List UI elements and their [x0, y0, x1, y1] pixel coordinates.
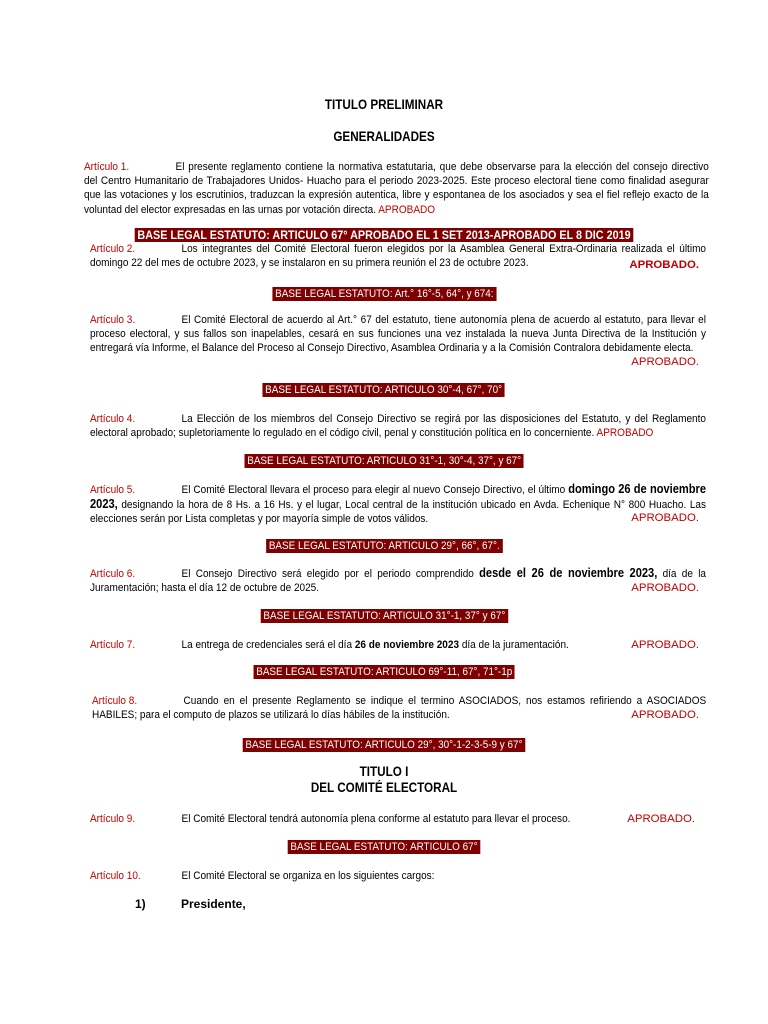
- article-label: Artículo 7.: [90, 639, 136, 651]
- article-label: Artículo 10.: [90, 870, 141, 882]
- article-label: Artículo 6.: [90, 568, 136, 580]
- article-8: [92, 694, 707, 722]
- base-legal-7: BASE LEGAL ESTATUTO: ARTICULO 69°-11, 67°, 71°-1p: [0, 665, 768, 680]
- article-4: [90, 412, 707, 440]
- approved-mark: APROBADO.: [631, 709, 699, 721]
- article-text: El Comité Electoral se organiza en los siguientes cargos:: [181, 870, 435, 882]
- article-label: Artículo 8.: [92, 695, 138, 707]
- article-3: [90, 313, 707, 368]
- article-label: Artículo 5.: [90, 484, 136, 496]
- article-label: Artículo 2.: [90, 243, 136, 255]
- article-label: Artículo 3.: [90, 314, 136, 326]
- heading-generalidades: GENERALIDADES: [333, 129, 435, 144]
- article-1: [84, 160, 709, 217]
- approved-mark: APROBADO.: [629, 259, 699, 271]
- base-legal-5: BASE LEGAL ESTATUTO: ARTICULO 29°, 66°, 67°.: [0, 539, 768, 554]
- base-legal-4: BASE LEGAL ESTATUTO: ARTICULO 31°-1, 30°-4, 37°, y 67°: [0, 454, 768, 469]
- article-7: Artículo 7. La entrega de credenciales será el día 26 de noviembre 2023 día de la juramentación. APROBADO.: [90, 639, 699, 651]
- article-label: Artículo 9.: [90, 813, 136, 825]
- article-text: El presente reglamento contiene la normativa estatutaria, que debe observarse para la elección del consejo directivo del Centro Humanitario de Trabajadores Unidos- Huacho para el periodo 2023-2025. Este proceso electoral tiene como finalidad asegurar que las votaciones y los escrutinios, traduzcan la expresión autentica, libre y espontanea de los asociados y sea el fiel reflejo exacto de la voluntad del elector expresadas en las urnas por votación directa.: [84, 161, 709, 216]
- article-2: [90, 242, 707, 270]
- approved-mark: APROBADO.: [627, 813, 695, 825]
- article-text: Los integrantes del Comité Electoral fueron elegidos por la Asamblea General Extra-Ordinaria realizada el último domingo 22 del mes de octubre 2023, y se instalaron en su primera reunión el 23 de octubre 2023.: [90, 243, 706, 270]
- article-label: Artículo 1.: [84, 161, 130, 173]
- article-6: Artículo 6. El Consejo Directivo será elegido por el periodo comprendido desde el 26 de noviembre 2023, día de la Juramentación; hasta el día 12 de octubre de 2025. APROBADO.: [90, 566, 707, 595]
- list-text: Presidente,: [181, 897, 246, 911]
- article-text: Cuando en el presente Reglamento se indique el termino ASOCIADOS, nos estamos refiriendo a ASOCIADOS HABILES; para el computo de plazos se utilizará lo días hábiles de la institución.: [92, 695, 707, 722]
- approved-mark: APROBADO: [378, 203, 436, 216]
- approved-mark: APROBADO.: [631, 582, 699, 594]
- list-item: [135, 897, 246, 911]
- list-number: 1): [135, 897, 146, 911]
- article-text: El Comité Electoral de acuerdo al Art.° 67 del estatuto, tiene autonomía plena de acuerdo al estatuto, para llevar el proceso electoral, y sus fallos son inapelables, cesará en sus funciones una vez instalada la nueva Junta Directiva de la Institución y entregará vía Informe, el Balance del Proceso al Consejo Directivo, Asamblea Ordinaria y a la Comisión Contralora debidamente electa.: [90, 314, 706, 355]
- approved-mark: APROBADO.: [631, 512, 699, 524]
- approved-mark: APROBADO: [596, 427, 654, 440]
- article-label: Artículo 4.: [90, 413, 136, 425]
- base-legal-9: BASE LEGAL ESTATUTO: ARTICULO 67°: [0, 840, 768, 855]
- article-text: La Elección de los miembros del Consejo Directivo se regirá por las disposiciones del Estatuto, y del Reglamento electoral aprobado; supletoriamente lo regulado en el código civil, penal y constitución política en lo concerniente.: [90, 413, 706, 440]
- article-10: [90, 869, 707, 883]
- approved-mark: APROBADO.: [631, 639, 699, 651]
- base-legal-3: BASE LEGAL ESTATUTO: ARTICULO 30°-4, 67°, 70°: [0, 383, 768, 398]
- base-legal-2: BASE LEGAL ESTATUTO: Art.° 16°-5, 64°, y 674:: [0, 287, 768, 302]
- heading-titulo-i: TITULO I: [359, 764, 409, 779]
- article-9: [90, 812, 707, 826]
- article-text: El Comité Electoral tendrá autonomía plena conforme al estatuto para llevar el proceso.: [181, 813, 571, 825]
- approved-mark: APROBADO.: [631, 356, 699, 368]
- article-5: Artículo 5. El Comité Electoral llevara el proceso para elegir al nuevo Consejo Directivo, el último domingo 26 de noviembre 2023, designando la hora de 8 Hs. a 16 Hs. y el lugar, Local central de la institución ubicado en Avda. Echenique N° 800 Huacho. Las elecciones serán por Lista completas y por mayoría simple de votos válidos. APROBADO.: [90, 482, 707, 526]
- heading-titulo-preliminar: TITULO PRELIMINAR: [324, 97, 444, 112]
- base-legal-6: BASE LEGAL ESTATUTO: ARTICULO 31°-1, 37° y 67°: [0, 609, 768, 624]
- heading-comite-electoral: DEL COMITÉ ELECTORAL: [310, 780, 458, 795]
- base-legal-1: BASE LEGAL ESTATUTO: ARTICULO 67° APROBADO EL 1 SET 2013-APROBADO EL 8 DIC 2019: [0, 228, 768, 243]
- base-legal-8: BASE LEGAL ESTATUTO: ARTICULO 29°, 30°-1-2-3-5-9 y 67°: [0, 738, 768, 753]
